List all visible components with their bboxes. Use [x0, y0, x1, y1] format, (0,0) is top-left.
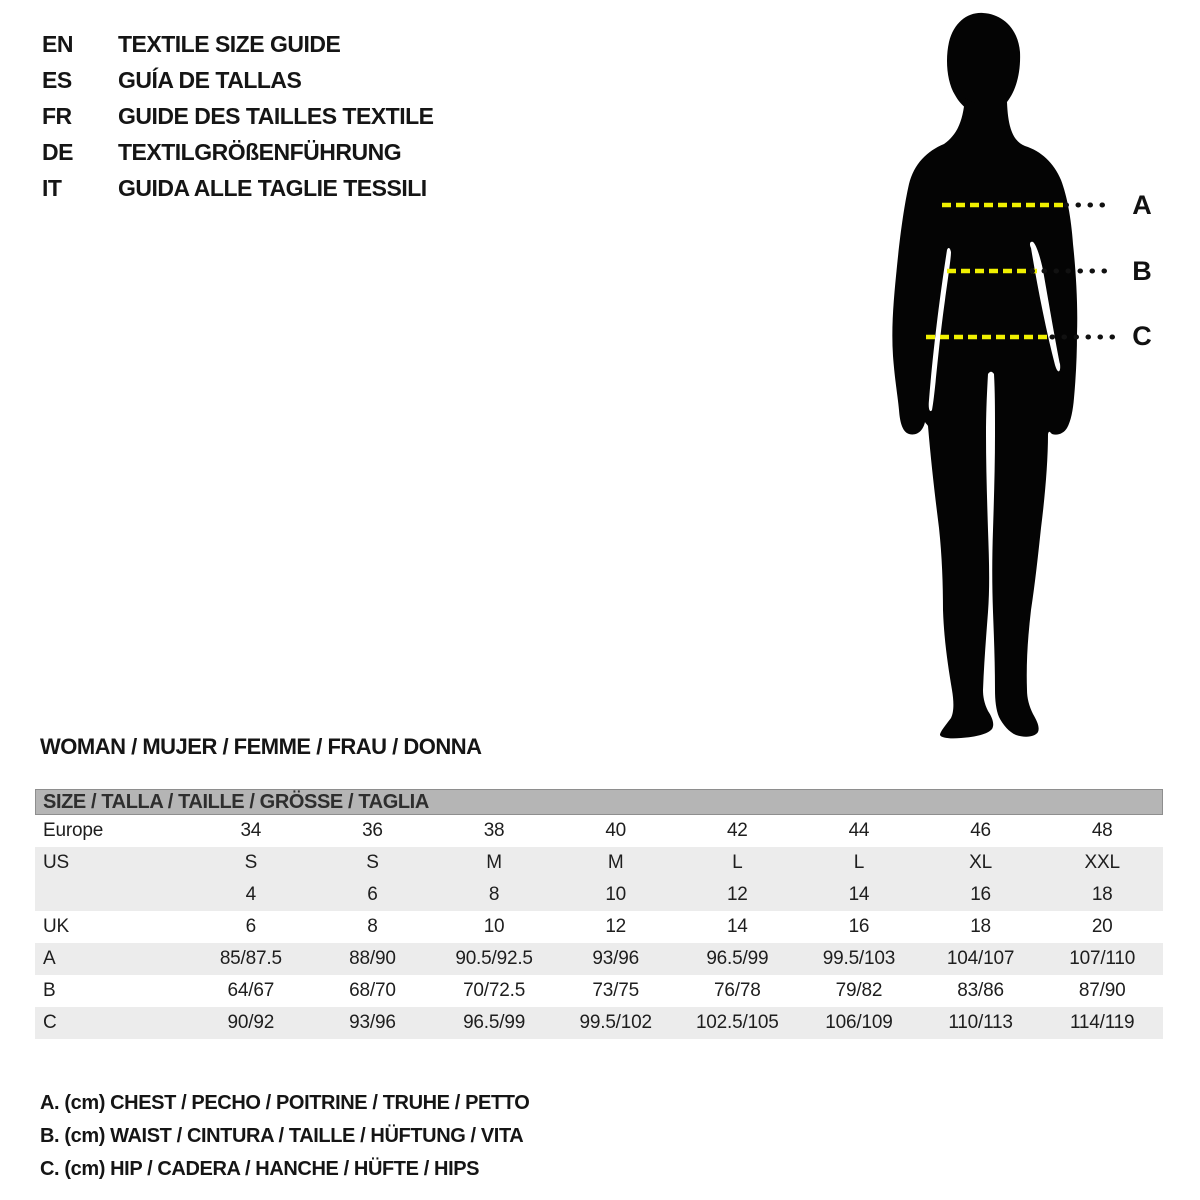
table-row: [35, 879, 1163, 911]
language-title: GUÍA DE TALLAS: [118, 67, 302, 93]
size-cell: S: [366, 852, 379, 873]
table-row: [35, 943, 1163, 975]
size-cell: S: [244, 852, 258, 873]
language-list: [42, 30, 434, 210]
size-cell: 88/90: [349, 948, 396, 969]
size-cell: 96.5/99: [463, 1012, 526, 1033]
size-cell: 68/70: [349, 980, 396, 1001]
size-cell: 8: [488, 884, 500, 905]
language-title: TEXTILE SIZE GUIDE: [118, 31, 341, 57]
language-code: FR: [42, 103, 72, 129]
figure-area: [850, 0, 1200, 760]
size-cell: 20: [1091, 916, 1113, 937]
size-cell: 70/72.5: [463, 980, 526, 1001]
size-cell: 48: [1091, 820, 1113, 841]
table-row: [35, 911, 1163, 943]
size-cell: M: [607, 852, 624, 873]
table-row: [35, 815, 1163, 847]
size-cell: 99.5/103: [822, 948, 896, 969]
size-cell: 106/109: [825, 1012, 893, 1033]
size-cell: 110/113: [948, 1012, 1013, 1033]
legend-line: A. (cm) CHEST / PECHO / POITRINE / TRUHE / PETTO: [40, 1092, 530, 1114]
size-cell: 6: [245, 916, 256, 937]
legend: [40, 1092, 529, 1191]
size-cell: 93/96: [592, 948, 639, 969]
measure-label-b: B: [1132, 256, 1152, 286]
language-row: [42, 30, 434, 66]
size-cell: 90/92: [227, 1012, 275, 1033]
measure-label-c: C: [1132, 321, 1152, 351]
legend-line: B. (cm) WAIST / CINTURA / TAILLE / HÜFTUNG / VITA: [40, 1125, 524, 1147]
size-cell: 10: [483, 916, 505, 937]
silhouette-head: [947, 13, 1020, 115]
size-cell: 34: [240, 820, 262, 841]
size-cell: 93/96: [349, 1012, 396, 1033]
size-table-header: SIZE / TALLA / TAILLE / GRÖSSE / TAGLIA: [35, 789, 1163, 815]
size-cell: 12: [726, 884, 748, 905]
gender-title: WOMAN / MUJER / FEMME / FRAU / DONNA: [40, 734, 482, 759]
language-code: EN: [42, 31, 73, 57]
language-title: GUIDE DES TAILLES TEXTILE: [118, 103, 434, 129]
size-cell: 99.5/102: [579, 1012, 652, 1033]
row-label: US: [43, 852, 69, 873]
language-row: [42, 138, 434, 174]
language-code: ES: [42, 67, 72, 93]
size-cell: 18: [970, 916, 991, 937]
woman-silhouette-figure: [850, 0, 1200, 760]
size-cell: 90.5/92.5: [455, 948, 533, 969]
size-cell: 10: [605, 884, 627, 905]
size-cell: 36: [362, 820, 383, 841]
size-cell: 46: [970, 820, 991, 841]
size-cell: 83/86: [957, 980, 1004, 1001]
row-label: UK: [43, 916, 69, 937]
size-cell: 8: [367, 916, 378, 937]
language-row: [42, 66, 434, 102]
size-cell: 18: [1091, 884, 1113, 905]
size-cell: 87/90: [1078, 980, 1126, 1001]
size-cell: 38: [483, 820, 505, 841]
language-code: DE: [42, 139, 73, 165]
size-cell: L: [732, 852, 743, 873]
table-row: [35, 975, 1163, 1007]
size-cell: 114/119: [1069, 1012, 1135, 1033]
size-cell: 44: [848, 820, 870, 841]
size-cell: 16: [970, 884, 991, 905]
table-row: [35, 847, 1163, 879]
measure-label-a: A: [1132, 190, 1152, 220]
size-cell: 42: [726, 820, 748, 841]
silhouette-body: [892, 98, 1077, 738]
size-cell: 96.5/99: [706, 948, 769, 969]
size-cell: 4: [245, 884, 256, 905]
size-table: [35, 789, 1163, 1039]
language-row: [42, 174, 434, 210]
size-cell: 102.5/105: [695, 1012, 779, 1033]
row-label: B: [43, 980, 56, 1001]
size-table-body: [35, 815, 1163, 1039]
language-title: TEXTILGRÖßENFÜHRUNG: [118, 139, 402, 165]
table-row: [35, 1007, 1163, 1039]
legend-line: C. (cm) HIP / CADERA / HANCHE / HÜFTE / HIPS: [40, 1158, 480, 1180]
language-row: [42, 102, 434, 138]
size-cell: XL: [969, 852, 992, 873]
size-cell: XXL: [1084, 852, 1120, 873]
size-cell: 73/75: [592, 980, 639, 1001]
size-cell: M: [486, 852, 502, 873]
size-cell: 64/67: [227, 980, 275, 1001]
size-cell: 6: [367, 884, 378, 905]
language-title: GUIDA ALLE TAGLIE TESSILI: [118, 175, 427, 201]
size-cell: 76/78: [714, 980, 761, 1001]
size-cell: 14: [726, 916, 748, 937]
row-label: A: [43, 948, 56, 969]
size-cell: 14: [848, 884, 870, 905]
size-cell: 40: [605, 820, 627, 841]
size-cell: 16: [848, 916, 870, 937]
size-cell: 85/87.5: [219, 948, 282, 969]
language-code: IT: [42, 175, 62, 201]
size-cell: 104/107: [946, 948, 1015, 969]
row-label: Europe: [43, 820, 104, 841]
size-cell: 107/110: [1069, 948, 1136, 969]
size-cell: L: [853, 852, 865, 873]
row-label: C: [43, 1012, 57, 1033]
size-cell: 79/82: [835, 980, 883, 1001]
size-cell: 12: [605, 916, 627, 937]
